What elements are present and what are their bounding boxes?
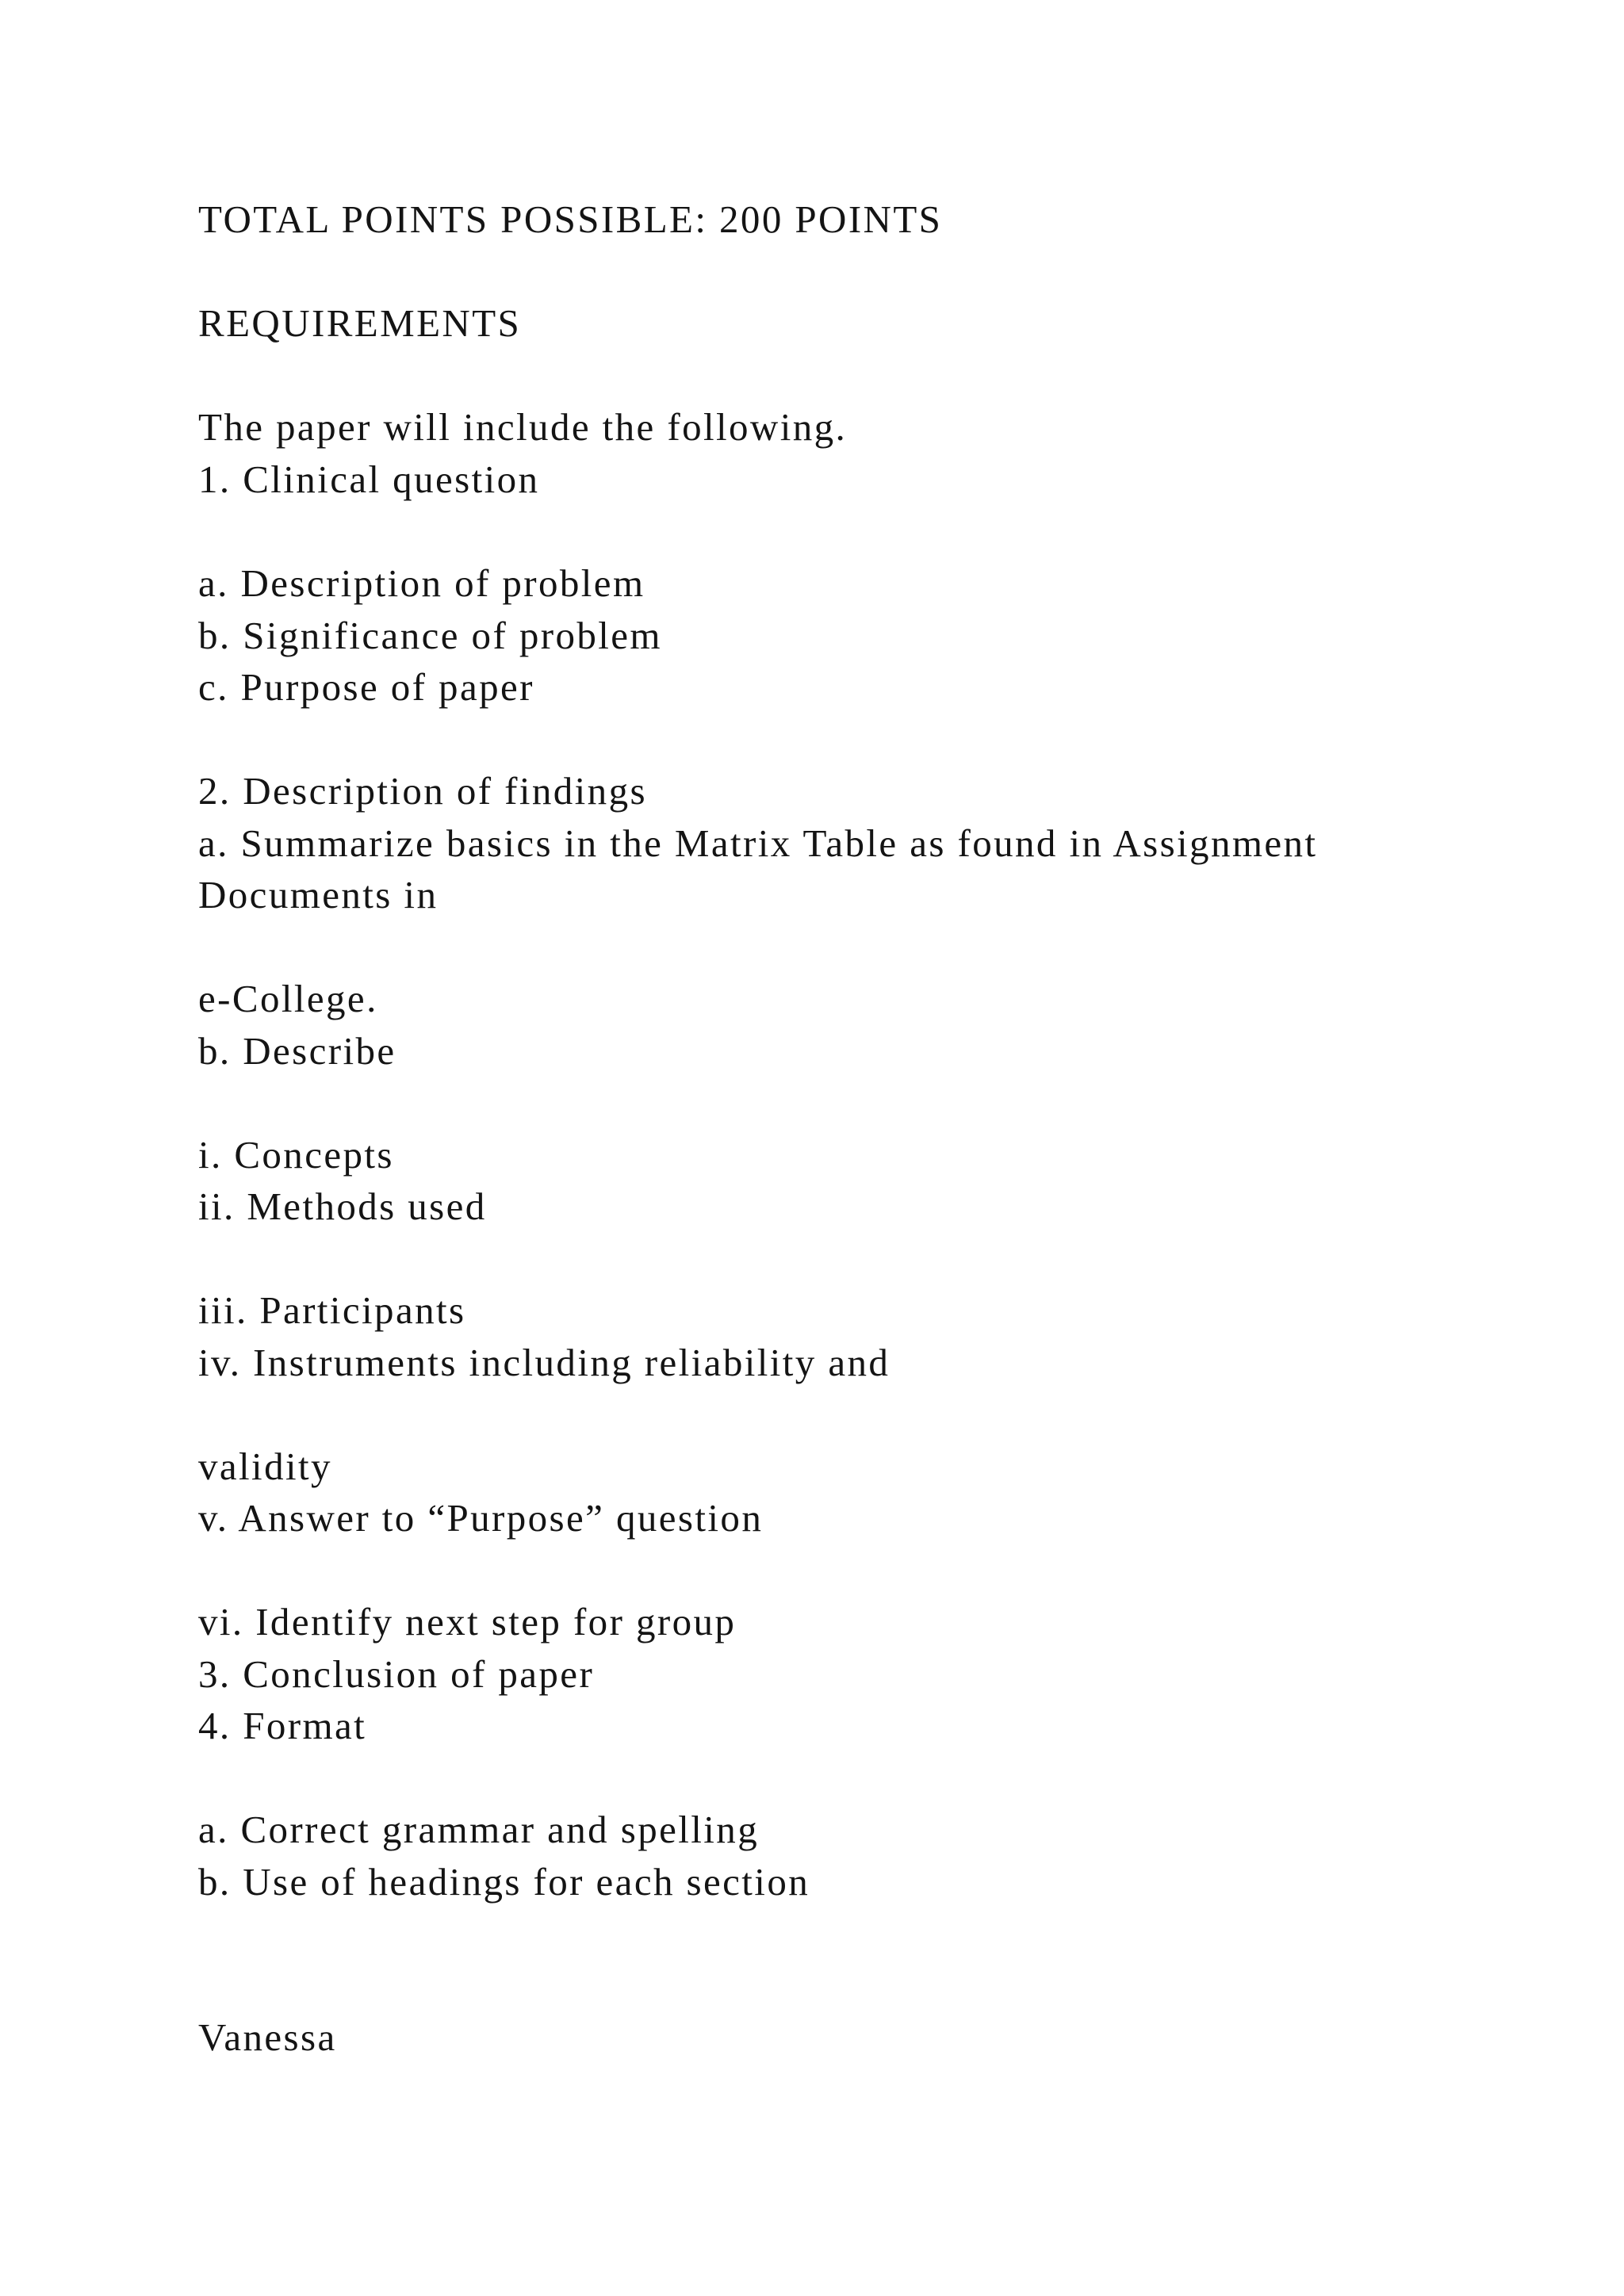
list-item-summarize-line-1: a. Summarize basics in the Matrix Table as found in Assignment <box>198 821 1318 865</box>
requirements-heading: REQUIREMENTS <box>198 301 522 345</box>
signature-name: Vanessa <box>198 2015 337 2059</box>
list-item-significance-of-problem: b. Significance of problem <box>198 614 662 657</box>
section-2-title: 2. Description of findings <box>198 769 647 813</box>
sub-item-participants: iii. Participants <box>198 1288 466 1332</box>
intro-text: The paper will include the following. <box>198 405 848 449</box>
section-4-title: 4. Format <box>198 1704 367 1747</box>
sub-item-instruments-line-2: validity <box>198 1445 332 1488</box>
list-item-purpose-of-paper: c. Purpose of paper <box>198 665 534 709</box>
sub-item-answer-purpose: v. Answer to “Purpose” question <box>198 1496 764 1540</box>
list-item-headings: b. Use of headings for each section <box>198 1860 810 1904</box>
sub-item-concepts: i. Concepts <box>198 1133 394 1177</box>
list-item-description-of-problem: a. Description of problem <box>198 561 645 605</box>
list-item-summarize-line-2: Documents in <box>198 873 439 916</box>
list-item-grammar-spelling: a. Correct grammar and spelling <box>198 1808 760 1851</box>
sub-item-methods-used: ii. Methods used <box>198 1184 487 1228</box>
total-points-heading: TOTAL POINTS POSSIBLE: 200 POINTS <box>198 197 943 241</box>
sub-item-instruments-line-1: iv. Instruments including reliability and <box>198 1341 891 1384</box>
section-1-title: 1. Clinical question <box>198 457 540 501</box>
section-3-title: 3. Conclusion of paper <box>198 1652 595 1696</box>
list-item-describe: b. Describe <box>198 1029 396 1073</box>
list-item-summarize-line-3: e-College. <box>198 977 378 1020</box>
sub-item-next-step: vi. Identify next step for group <box>198 1600 737 1644</box>
